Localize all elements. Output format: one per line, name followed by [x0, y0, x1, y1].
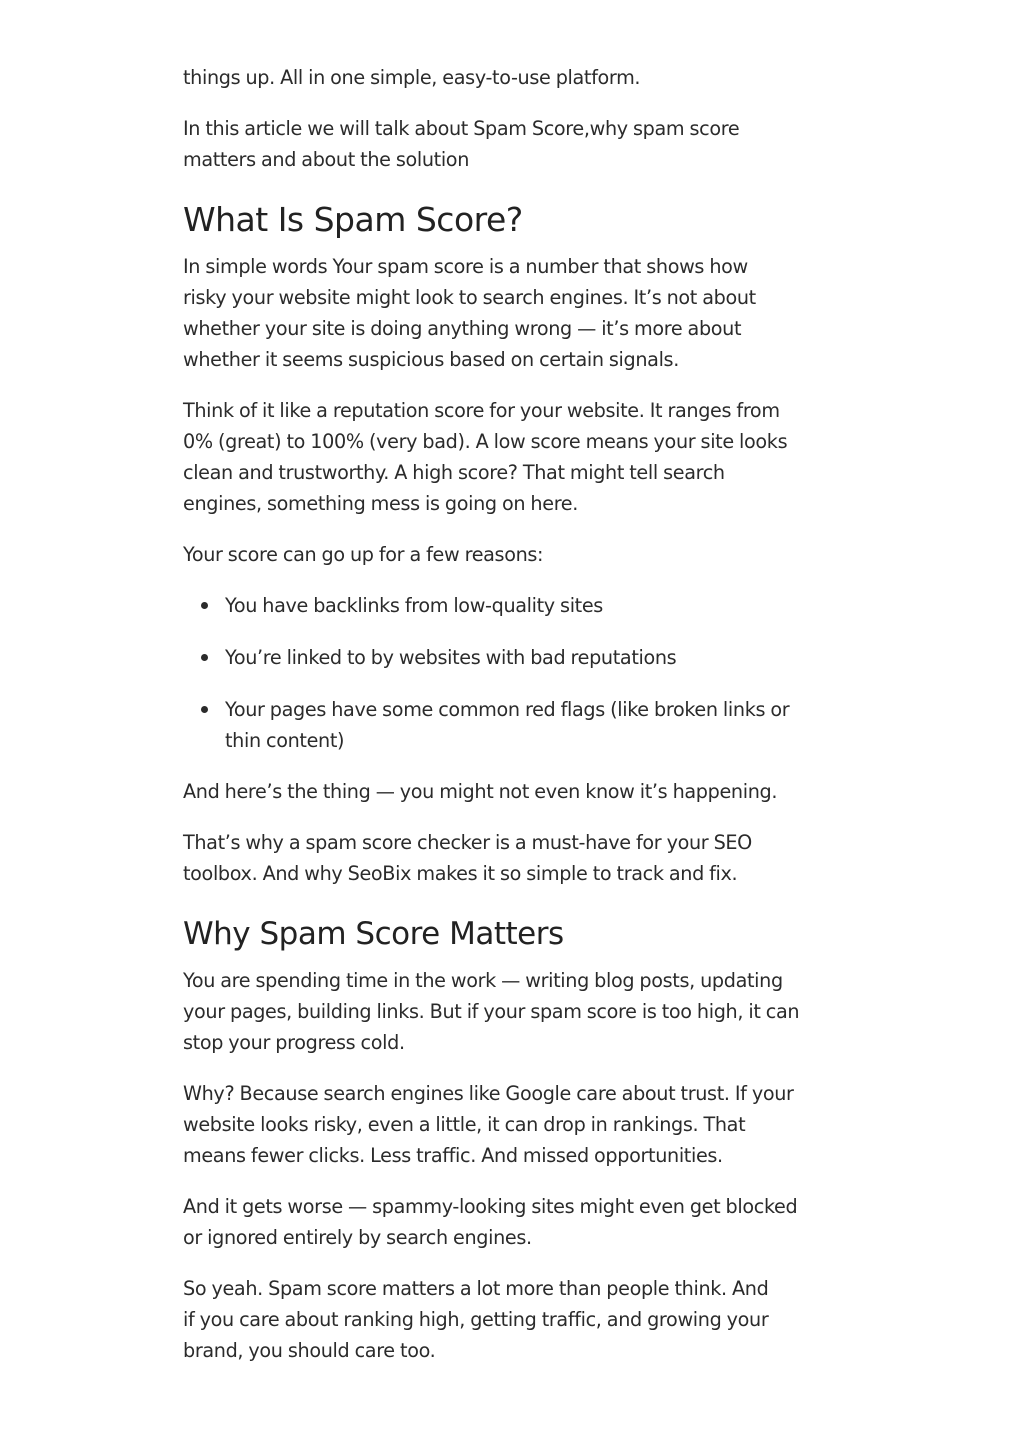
- paragraph: Your score can go up for a few reasons:: [183, 543, 544, 566]
- intro-paragraph: In this article we will talk about Spam Score,why spam score matters and about the solution: [183, 117, 740, 171]
- article-body: [183, 62, 823, 1386]
- paragraph: You are spending time in the work — writing blog posts, updating your pages, building links. But if your spam score is too high, it can stop your progress cold.: [183, 969, 800, 1054]
- bullet-icon: [201, 706, 208, 713]
- paragraph: So yeah. Spam score matters a lot more than people think. And if you care about ranking high, getting traffic, and growing your brand, you should care too.: [183, 1277, 769, 1362]
- list-item-text: Your pages have some common red flags (like broken links or thin content): [225, 698, 790, 752]
- list-item: [225, 694, 795, 756]
- intro-paragraph: things up. All in one simple, easy-to-use platform.: [183, 66, 641, 89]
- section-heading-what-is-spam-score: What Is Spam Score?: [183, 200, 523, 239]
- paragraph: And it gets worse — spammy-looking sites might even get blocked or ignored entirely by search engines.: [183, 1195, 798, 1249]
- paragraph: And here’s the thing — you might not even know it’s happening.: [183, 780, 778, 803]
- paragraph: Why? Because search engines like Google care about trust. If your website looks risky, even a little, it can drop in rankings. That means fewer clicks. Less traffic. And missed opportunities.: [183, 1082, 794, 1167]
- list-item: [225, 590, 823, 621]
- section-heading-why-spam-score-matters: Why Spam Score Matters: [183, 916, 564, 952]
- bullet-icon: [201, 654, 208, 661]
- list-item: [225, 642, 823, 673]
- list-item-text: You’re linked to by websites with bad reputations: [225, 646, 677, 669]
- paragraph: Think of it like a reputation score for your website. It ranges from 0% (great) to 100% (very bad). A low score means your site looks clean and trustworthy. A high score? That might tell search engines, something mess is going on here.: [183, 399, 788, 515]
- bullet-icon: [201, 602, 208, 609]
- list-item-text: You have backlinks from low-quality sites: [225, 594, 603, 617]
- reasons-list: [183, 590, 823, 756]
- paragraph: In simple words Your spam score is a number that shows how risky your website might look to search engines. It’s not about whether your site is doing anything wrong — it’s more about whether it seems suspicious based on certain signals.: [183, 255, 756, 371]
- paragraph: That’s why a spam score checker is a must-have for your SEO toolbox. And why SeoBix makes it so simple to track and fix.: [183, 831, 752, 885]
